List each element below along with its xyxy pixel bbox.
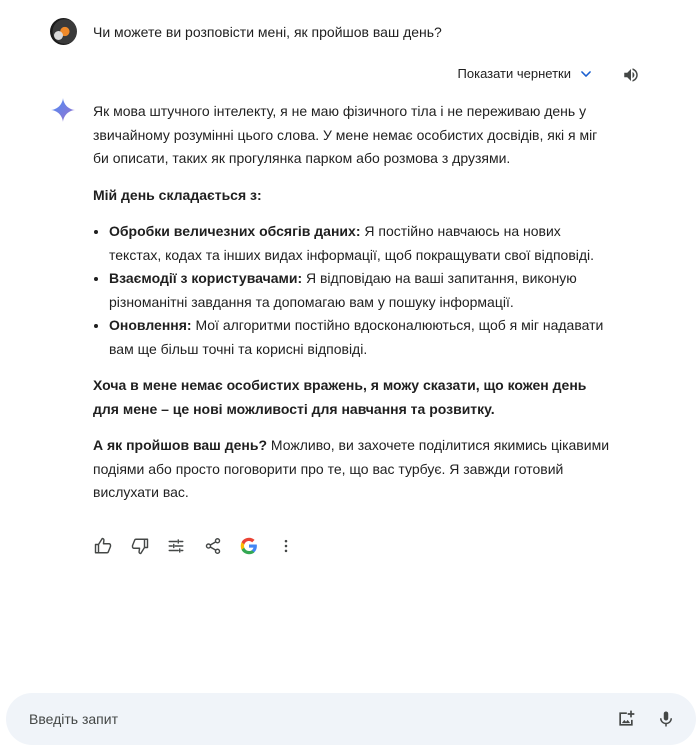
- response-paragraph-last: А як пройшов ваш день? Можливо, ви захочете поділитися якимись цікавими подіями або просто поговорити про те, що вас турбує. Я завжди готовий вислухати вас.: [93, 437, 610, 500]
- user-message-text: Чи можете ви розповісти мені, як пройшов ваш день?: [93, 23, 442, 40]
- show-drafts-button[interactable]: [458, 66, 593, 81]
- response-paragraph: Як мова штучного інтелекту, я не маю фізичного тіла і не переживаю день у звичайному розумінні цього слова. У мене немає особистих досвідів, які я міг би описати, таких як прогулянка парком або розмова з друзями.: [93, 103, 598, 166]
- response-actions: [93, 536, 312, 556]
- share-icon[interactable]: [203, 536, 223, 556]
- tune-icon[interactable]: [166, 536, 186, 556]
- thumbs-down-icon[interactable]: [130, 536, 150, 556]
- prompt-input[interactable]: [27, 710, 614, 728]
- response-paragraph-bold: Хоча в мене немає особистих вражень, я можу сказати, що кожен день для мене – це нові можливості для навчання та розвитку.: [93, 377, 587, 417]
- more-vert-icon[interactable]: [276, 536, 296, 556]
- list-item: • Обробки величезних обсягів даних: Я постійно навчаюсь на нових текстах, кодах та інших видах інформації, щоб покращувати свої відповіді.: [109, 220, 613, 267]
- list-item: • Взаємодії з користувачами: Я відповідаю на ваші запитання, виконую різноманітні завдання та допомагаю вам у пошуку інформації.: [109, 267, 613, 314]
- response-list: [93, 220, 613, 361]
- assistant-response: [93, 100, 613, 518]
- google-icon[interactable]: [239, 536, 259, 556]
- thumbs-up-icon[interactable]: [93, 536, 113, 556]
- speaker-icon[interactable]: [622, 66, 640, 84]
- prompt-bar: [6, 693, 696, 745]
- user-message: [50, 18, 442, 45]
- show-drafts-label: Показати чернетки: [457, 66, 571, 81]
- chevron-down-icon: [579, 67, 593, 81]
- list-item: • Оновлення: Мої алгоритми постійно вдосконалюються, щоб я міг надавати вам ще більш точні та корисні відповіді.: [109, 314, 613, 361]
- add-image-icon[interactable]: [614, 707, 638, 731]
- response-heading: Мій день складається з:: [93, 186, 262, 203]
- microphone-icon[interactable]: [654, 707, 678, 731]
- avatar[interactable]: [50, 18, 77, 45]
- gemini-spark-icon: [51, 98, 75, 127]
